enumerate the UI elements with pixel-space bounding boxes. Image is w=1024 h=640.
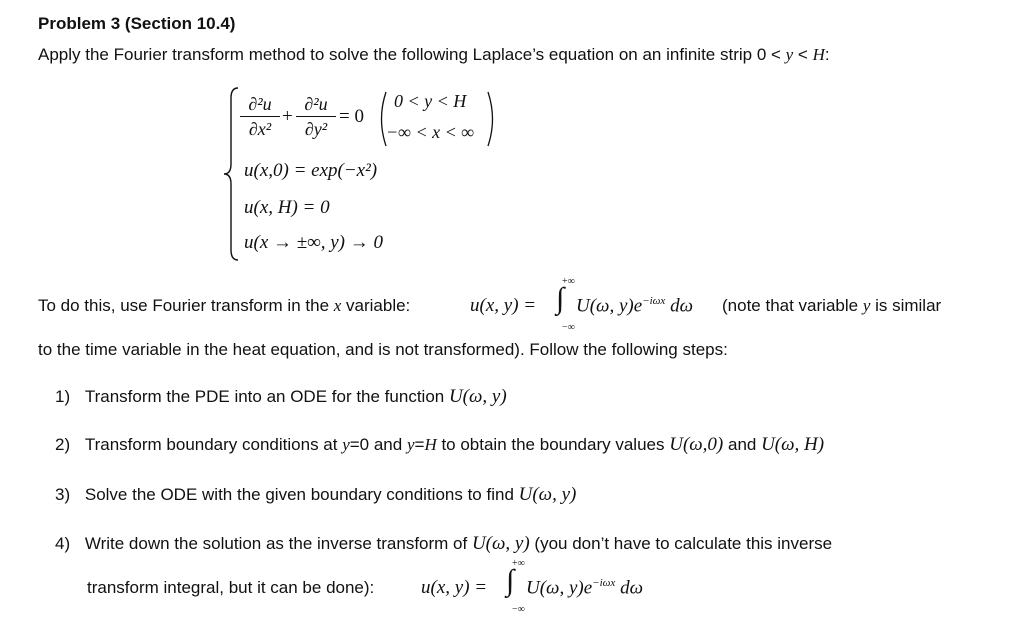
step-2-var-H: H [424, 435, 437, 454]
step-2-var-yH: y [406, 435, 415, 454]
inverse-lhs: u(x, y) = [421, 577, 488, 598]
boundary-condition-3: u(x → ±∞, y) → 0 [244, 232, 383, 253]
left-brace [222, 86, 242, 262]
intro-var-H: H [812, 45, 825, 64]
inverse-exponent: −iωx [592, 577, 616, 589]
instruction-text-a: To do this, use Fourier transform in the [38, 296, 334, 315]
pde-denominator-1: ∂x² [248, 119, 272, 139]
pde-fraction-y [296, 93, 336, 140]
intro-line [38, 45, 830, 65]
step-3 [55, 484, 576, 506]
step-2-text-a: Transform boundary conditions at [84, 435, 343, 454]
instruction-text-d: is similar [870, 296, 942, 315]
step-1-number: 1) [55, 387, 71, 406]
step-1-math: U(ω, y) [448, 386, 507, 407]
step-4 [55, 533, 832, 555]
inverse-integral [506, 558, 526, 618]
step-4-math: U(ω, y) [471, 533, 530, 554]
inverse-integral-sign-icon: ∫ [506, 564, 515, 597]
instruction-line-1a [38, 296, 410, 316]
step-3-math: U(ω, y) [518, 484, 577, 505]
transform-lhs: u(x, y) = [470, 295, 537, 316]
problem-title: Problem 3 (Section 10.4) [38, 14, 236, 33]
domain-right-paren [486, 90, 500, 148]
step-2 [55, 434, 824, 456]
step-2-text-b: to obtain the boundary values [436, 435, 670, 454]
pde-equals-zero: = 0 [339, 106, 364, 127]
step-4-text-c: transform integral, but it can be done): [87, 578, 375, 597]
step-3-number: 3) [55, 485, 71, 504]
boundary-condition-2: u(x, H) = 0 [244, 197, 330, 218]
intro-end: : [824, 45, 830, 64]
step-1-text: Transform the PDE into an ODE for the function [84, 387, 449, 406]
inverse-integrand [526, 577, 643, 599]
step-2-eqH: = [414, 435, 425, 454]
step-2-math-2: U(ω, H) [761, 434, 825, 455]
instruction-line-2: to the time variable in the heat equation, and is not transformed). Follow the following steps: [38, 340, 728, 359]
step-4-text-a: Write down the solution as the inverse transform of [84, 534, 472, 553]
step-2-number: 2) [55, 435, 71, 454]
step-1 [55, 386, 507, 408]
instruction-text-b: variable: [341, 296, 411, 315]
step-2-math-1: U(ω,0) [669, 434, 724, 455]
pde-numerator-2: ∂²u [304, 94, 328, 114]
transform-integral [556, 276, 576, 336]
pde-fraction-x [240, 93, 280, 140]
instruction-text-c: (note that variable [722, 296, 863, 315]
transform-integrand-text: U(ω, y)e [576, 295, 643, 317]
integral-lower-limit: −∞ [562, 322, 575, 333]
intro-text: Apply the Fourier transform method to solve the following Laplace’s equation on an infinite strip 0 < [38, 45, 786, 64]
step-2-var-y0: y [342, 435, 350, 454]
step-2-and: and [723, 435, 762, 454]
transform-integrand [576, 295, 693, 317]
step-3-text: Solve the ODE with the given boundary conditions to find [84, 485, 519, 504]
step-4-text-b: (you don’t have to calculate this inverse [529, 534, 833, 553]
inverse-integrand-text: U(ω, y)e [526, 577, 593, 599]
instruction-var-y: y [862, 296, 871, 315]
step-2-eq0: =0 and [349, 435, 407, 454]
transform-exponent: −iωx [642, 295, 666, 307]
pde-denominator-2: ∂y² [304, 119, 328, 139]
domain-x: −∞ < x < ∞ [386, 122, 475, 142]
boundary-condition-1: u(x,0) = exp(−x²) [244, 160, 378, 181]
pde-plus: + [282, 106, 293, 127]
instruction-note [722, 296, 941, 316]
integral-sign-icon: ∫ [556, 282, 565, 315]
intro-lt: < [793, 45, 813, 64]
inverse-integral-upper: +∞ [512, 558, 525, 569]
intro-var-y: y [785, 45, 794, 64]
instruction-var-x: x [333, 296, 342, 315]
inverse-dw: dω [620, 577, 643, 599]
inverse-integral-lower: −∞ [512, 604, 525, 615]
domain-y: 0 < y < H [394, 91, 467, 111]
integral-upper-limit: +∞ [562, 276, 575, 287]
step-4-number: 4) [55, 534, 71, 553]
transform-dw: dω [670, 295, 693, 317]
pde-numerator-1: ∂²u [248, 94, 272, 114]
